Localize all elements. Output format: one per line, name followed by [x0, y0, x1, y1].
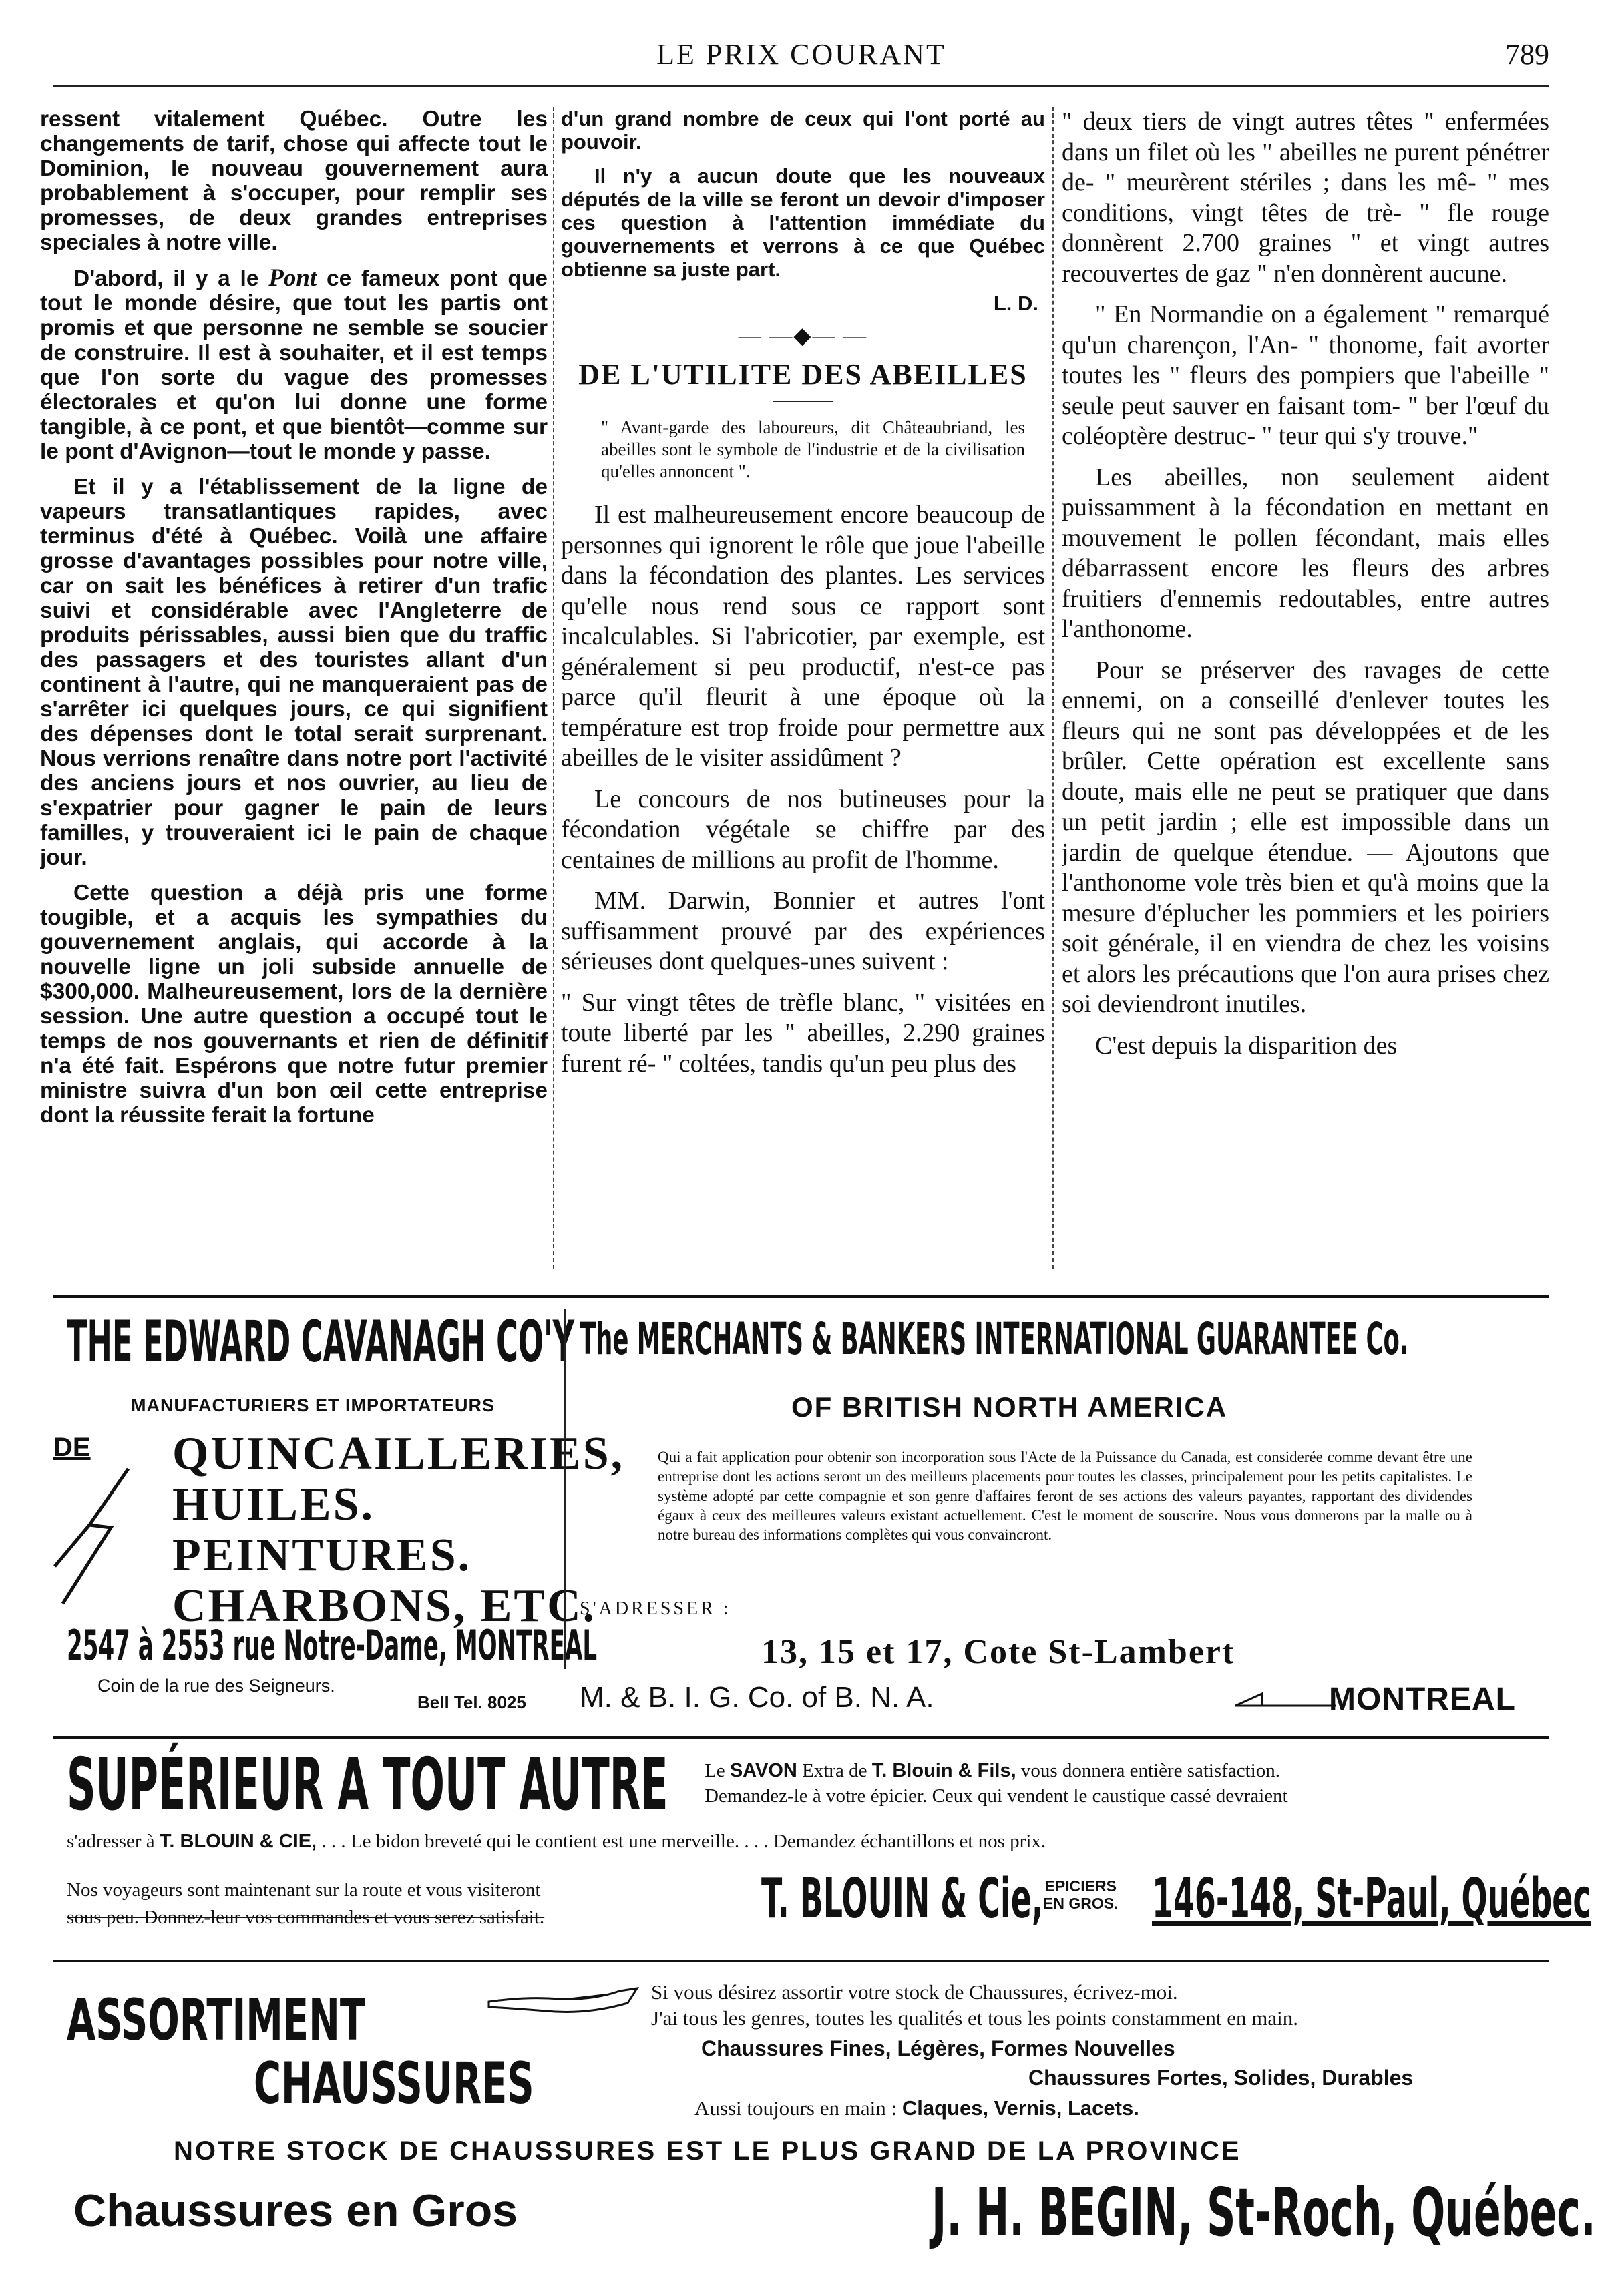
paragraph: C'est depuis la disparition des	[1095, 1031, 1398, 1060]
header-rule	[53, 85, 1549, 87]
text: D'abord, il y a le	[73, 266, 259, 291]
page-title: LE PRIX COURANT	[656, 38, 946, 71]
begin-line: Si vous désirez assortir votre stock de Chaussures, écrivez-moi.	[651, 1980, 1178, 2004]
text: Le	[705, 1760, 725, 1781]
paragraph: d'un grand nombre de ceux qui l'ont porté au pouvoir.	[561, 107, 1045, 154]
merchants-telephone: Bell Tel. 8025	[417, 1692, 526, 1712]
section-heading: DE L'UTILITE DES ABEILLES	[578, 358, 1028, 391]
column-2	[561, 107, 1045, 1269]
begin-line: Chaussures Fines, Légères, Formes Nouvelles	[701, 2036, 1175, 2060]
begin-assortiment: ASSORTIMENT	[67, 1987, 365, 2054]
cavanagh-corner: Coin de la rue des Seigneurs.	[97, 1676, 335, 1696]
merchants-body: Qui a fait application pour obtenir son incorporation sous l'Acte de la Puissance du Canada, est considerée comme devant être une entreprise dont les actions seront un des meilleurs placements pour toutes les classes, principalement pour les petits capitalistes. Le système adopté par cette compagnie et son genre d'affaires feront de ses actions des valeurs payantes, rapportant des dividendes égaux à ceux des meilleures valeurs existant actuellement. C'est le moment de souscrire. Nous vous donnerons par la malle ou à notre bureau des informations complètes qui vous convaincront.	[658, 1449, 1472, 1543]
paragraph	[40, 266, 548, 464]
cavanagh-title: THE EDWARD CAVANAGH CO'Y	[67, 1309, 575, 1375]
merchants-abbreviation: M. & B. I. G. Co. of B. N. A.	[580, 1681, 934, 1714]
emphasis: Pont	[268, 264, 317, 292]
signature: L. D.	[993, 292, 1038, 315]
cavanagh-products	[172, 1429, 624, 1632]
column-divider	[1052, 107, 1054, 1269]
begin-chaussures: CHAUSSURES	[254, 2050, 534, 2117]
product-line: CHARBONS, ETC.	[172, 1580, 597, 1632]
running-head	[53, 37, 1549, 77]
text: EPICIERS	[1044, 1877, 1117, 1895]
column-divider	[553, 107, 554, 1269]
begin-line: J'ai tous les genres, toutes les qualités et tous les points constamment en main.	[651, 2006, 1299, 2030]
blouin-epiciers	[1043, 1877, 1118, 1912]
paragraph: " En Normandie on a également " remarqué qu'un charençon, l'An- " thonome, fait avorter toutes les " fleurs des pompiers que l'abeille " seule peut sauver en faisant tom- " ber l'œuf du coléoptère destruc- " teur qui s'y trouve."	[1062, 300, 1549, 450]
paragraph: " Sur vingt têtes de trèfle blanc, " visitées en toute liberté par les " abeilles, 2.290 graines furent ré- " coltées, tandis qu'un peu plus des	[561, 988, 1045, 1078]
shoe-icon	[486, 1976, 640, 2023]
blouin-address: 146-148, St-Paul, Québec	[1152, 1867, 1591, 1931]
text: ce fameux pont que tout le monde désire, que tout les partis ont promis et que personne ne semble se soucier de construire. Il est à souhaiter, et il est temps que l'on sorte du vague des promesses électorales et qu'on lui donne une forme tangible, à ce pont, et que bientôt—comme sur le pont d'Avignon—tout le monde y passe.	[40, 266, 548, 464]
text: SAVON	[729, 1760, 797, 1781]
blouin-line: sous peu. Donnez-leur vos commandes et vous serez satisfait.	[67, 1907, 545, 1928]
product-line: HUILES.	[172, 1479, 375, 1530]
begin-firm: J. H. BEGIN, St-Roch, Québec.	[932, 2173, 1596, 2251]
cavanagh-address: 2547 à 2553 rue Notre-Dame, MONTREAL	[67, 1621, 598, 1670]
text: Extra de	[802, 1760, 867, 1781]
paragraph: Il est malheureusement encore beaucoup de personnes qui ignorent le rôle que joue l'abeille dans la fécondation des plantes. Les services qu'elle nous rend sous ce rapport sont incalculables. Si l'abricotier, par exemple, est généralement si peu productif, n'est-ce pas parce qu'il fleurit à une époque où la température est trop froide pour permettre aux abeilles de le visiter assidûment ?	[561, 501, 1045, 772]
begin-gros: Chaussures en Gros	[73, 2185, 518, 2236]
begin-line	[694, 2096, 1139, 2120]
text: . . . Le bidon breveté qui le contient est une merveille. . . . Demandez échantillons et nos prix.	[321, 1831, 1046, 1852]
ad-divider	[564, 1309, 566, 1669]
product-line: PEINTURES.	[172, 1530, 472, 1581]
paragraph: Il n'y a aucun doute que les nouveaux députés de la ville se feront un devoir d'imposer ces question à l'attention immédiate du gouvernements et verrons à ce que Québec obtienne sa juste part.	[561, 164, 1045, 281]
column-3	[1062, 107, 1549, 1269]
merchants-adresser: S'ADRESSER :	[580, 1598, 731, 1619]
paragraph: Cette question a déjà pris une forme tougible, et a acquis les sympathies du gouvernement anglais, qui accorde à la nouvelle ligne un joli subside annuelle de $300,000. Malheureusement, lors de la dernière session. Une autre question a occupé tout le temps de nos gouvernants et rien de définitif n'a été fait. Espérons que notre futur premier ministre suivra d'un bon œil cette entreprise dont la réussite ferait la fortune	[40, 881, 548, 1128]
text: T. BLOUIN & CIE,	[159, 1831, 317, 1852]
merchants-title: The MERCHANTS & BANKERS INTERNATIONAL GUARANTEE Co.	[580, 1313, 1409, 1365]
product-line: QUINCAILLERIES,	[172, 1428, 625, 1479]
lightning-icon	[49, 1466, 163, 1606]
section-rule	[53, 1960, 1549, 1962]
blouin-firm: T. BLOUIN & Cie,	[761, 1867, 1044, 1931]
paragraph: Le concours de nos butineuses pour la fécondation végétale se chiffre par des centaines de millions au profit de l'homme.	[561, 784, 1045, 874]
paragraph: Pour se préserver des ravages de cette ennemi, on a conseillé d'enlever toutes les fleurs qui ne sont pas développées et de les brûler. Cette opération est excellente sans doute, mais elle ne peut se pratiquer que dans un petit jardin ; elle est impossible dans un jardin de quelque étendue. — Ajoutons que l'anthonome vole très bien et qu'à moins que la mesure d'éplucher les pommiers et les poiriers soit générale, il en viendra de chez les voisins et alors les précautions que l'on aura prises chez soi deviendront inutiles.	[1062, 656, 1549, 1018]
text: EN GROS.	[1043, 1895, 1119, 1912]
paragraph: ressent vitalement Québec. Outre les changements de tarif, chose qui affecte tout le Dominion, le nouveau gouvernement aura probablement à s'occuper, pour remplir ses promesses, de deux grandes entreprises speciales à notre ville.	[40, 107, 548, 255]
ornament: — —◆— —	[738, 324, 868, 349]
blouin-line: Demandez-le à votre épicier. Ceux qui vendent le caustique cassé devraient	[705, 1785, 1288, 1807]
paragraph: MM. Darwin, Bonnier et autres l'ont suffisamment prouvé par des expériences sérieuses dont quelques-unes suivent :	[561, 887, 1045, 975]
cavanagh-subtitle: MANUFACTURIERS ET IMPORTATEURS	[131, 1395, 495, 1415]
section-rule	[53, 1295, 1549, 1298]
text: Claques, Vernis, Lacets.	[902, 2096, 1139, 2120]
merchants-subtitle: OF BRITISH NORTH AMERICA	[791, 1391, 1228, 1423]
text: vous donnera entière satisfaction.	[1020, 1760, 1281, 1781]
paragraph: Et il y a l'établissement de la ligne de vapeurs transatlantiques rapides, avec terminus d'été à Québec. Voilà une affaire grosse d'avantages possibles pour notre ville, car on sait les bénéfices à retirer d'un trafic suivi et considérable avec l'Angleterre de produits périssables, aussi bien que du traffic des passagers et des touristes allant d'un continent à l'autre, qui ne manqueraient pas de s'arrêter ici quelques jours, ce qui signifient des dépenses dont le total serait surprenant. Nous verrions renaître dans notre port l'activité des anciens jours et nos ouvrier, au lieu de s'expatrier pour gagner le pain de leurs familles, y trouveraient ici le pain de chaque jour.	[40, 475, 548, 870]
text: Aussi toujours en main :	[694, 2096, 897, 2120]
paragraph: Les abeilles, non seulement aident puissamment à la fécondation en mettant en mouvement le pollen fécondant, mais elles débarrassent encore les fleurs des arbres fruitiers d'ennemis redoutables, entre autres l'anthonome.	[1062, 463, 1549, 643]
page-number: 789	[1505, 38, 1549, 71]
column-1	[40, 107, 548, 1269]
begin-stock: NOTRE STOCK DE CHAUSSURES EST LE PLUS GRAND DE LA PROVINCE	[174, 2136, 1241, 2166]
paragraph: " deux tiers de vingt autres têtes " enfermées dans un filet où les " abeilles ne purent pénétrer de- " meurèrent stériles ; dans les mê- " mes conditions, vingt têtes de trè- " fle rouge donnèrent 2.700 graines " et vingt autres recouvertes de gaz " n'en donnèrent aucune.	[1062, 107, 1549, 288]
section-rule	[53, 1736, 1549, 1739]
merchants-address: 13, 15 et 17, Cote St-Lambert	[761, 1633, 1235, 1671]
epigraph: " Avant-garde des laboureurs, dit Châteaubriand, les abeilles sont le symbole de l'industrie et de la civilisation qu'elles annoncent ".	[601, 417, 1025, 481]
blouin-line: Nos voyageurs sont maintenant sur la route et vous visiteront	[67, 1879, 541, 1901]
blouin-line	[705, 1759, 1280, 1783]
arrow-icon	[1235, 1691, 1336, 1711]
blouin-line	[67, 1829, 1046, 1853]
text: T. Blouin & Fils,	[871, 1760, 1016, 1781]
begin-line: Chaussures Fortes, Solides, Durables	[1028, 2066, 1414, 2090]
cavanagh-de: DE	[53, 1433, 91, 1462]
merchants-city: MONTREAL	[1329, 1682, 1516, 1717]
blouin-headline: SUPÉRIEUR A TOUT AUTRE	[67, 1743, 668, 1827]
text: s'adresser à	[67, 1831, 155, 1852]
heading-rule	[773, 401, 833, 402]
